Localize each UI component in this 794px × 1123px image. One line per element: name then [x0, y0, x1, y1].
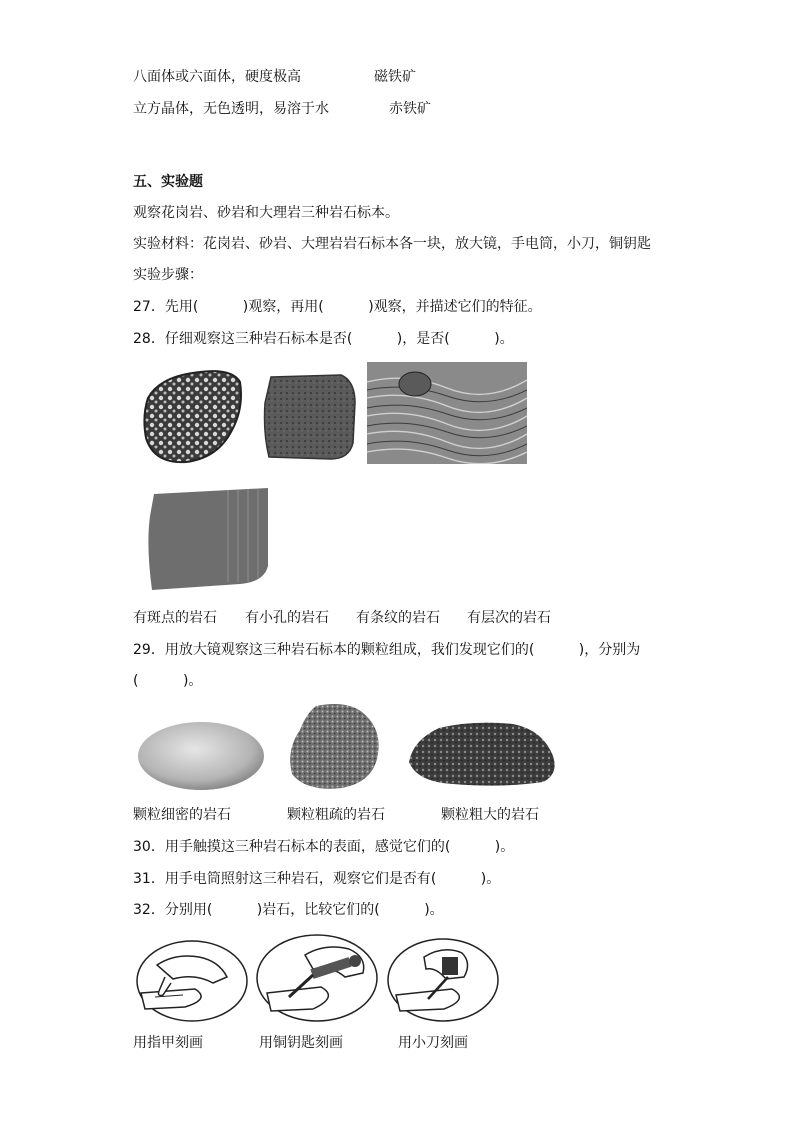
question-29-line2: ( )。: [133, 673, 203, 689]
copper-key-scratch-image: [255, 933, 379, 1023]
section-materials: 实验材料：花岗岩、砂岩、大理岩岩石标本各一块，放大镜，手电筒，小刀，铜钥匙: [133, 236, 651, 252]
question-28: 28．仔细观察这三种岩石标本是否( )，是否( )。: [133, 331, 514, 347]
rock-fine-grain-image: [136, 716, 266, 792]
rock-spotted-image: [140, 368, 244, 466]
rock-layered-image: [144, 486, 270, 590]
question-31: 31．用手电筒照射这三种岩石，观察它们是否有( )。: [133, 871, 501, 887]
rock-coarse-grain-image: [403, 720, 563, 788]
section-title: 五、实验题: [133, 174, 203, 190]
match-row-left-1: 八面体或六面体，硬度极高: [133, 69, 301, 85]
knife-scratch-image: [386, 937, 500, 1023]
caption-copper-key-scratch: 用铜钥匙刻画: [259, 1035, 343, 1051]
caption-fine-grain-rock: 颗粒细密的岩石: [133, 807, 231, 823]
question-29-line1: 29．用放大镜观察这三种岩石标本的颗粒组成，我们发现它们的( )，分别为: [133, 642, 641, 658]
match-row-left-2: 立方晶体，无色透明，易溶于水: [133, 101, 329, 117]
section-steps-label: 实验步骤：: [133, 267, 203, 283]
caption-striped-rock: 有条纹的岩石: [356, 610, 440, 626]
question-27: 27．先用( )观察，再用( )观察，并描述它们的特征。: [133, 299, 542, 315]
caption-coarse-grain-rock: 颗粒粗大的岩石: [441, 807, 539, 823]
section-intro: 观察花岗岩、砂岩和大理岩三种岩石标本。: [133, 205, 399, 221]
caption-layered-rock: 有层次的岩石: [467, 610, 551, 626]
question-32: 32．分别用( )岩石，比较它们的( )。: [133, 902, 444, 918]
caption-coarse-loose-rock: 颗粒粗疏的岩石: [287, 807, 385, 823]
rock-porous-image: [261, 373, 357, 461]
caption-knife-scratch: 用小刀刻画: [398, 1035, 468, 1051]
caption-spotted-rock: 有斑点的岩石: [133, 610, 217, 626]
rock-coarse-loose-image: [286, 700, 386, 792]
caption-fingernail-scratch: 用指甲刻画: [133, 1035, 203, 1051]
fingernail-scratch-image: [135, 939, 249, 1023]
question-30: 30．用手触摸这三种岩石标本的表面，感觉它们的( )。: [133, 839, 515, 855]
match-row-right-1: 磁铁矿: [374, 69, 416, 85]
match-row-right-2: 赤铁矿: [389, 101, 431, 117]
rock-striped-image: [367, 362, 527, 464]
caption-porous-rock: 有小孔的岩石: [245, 610, 329, 626]
